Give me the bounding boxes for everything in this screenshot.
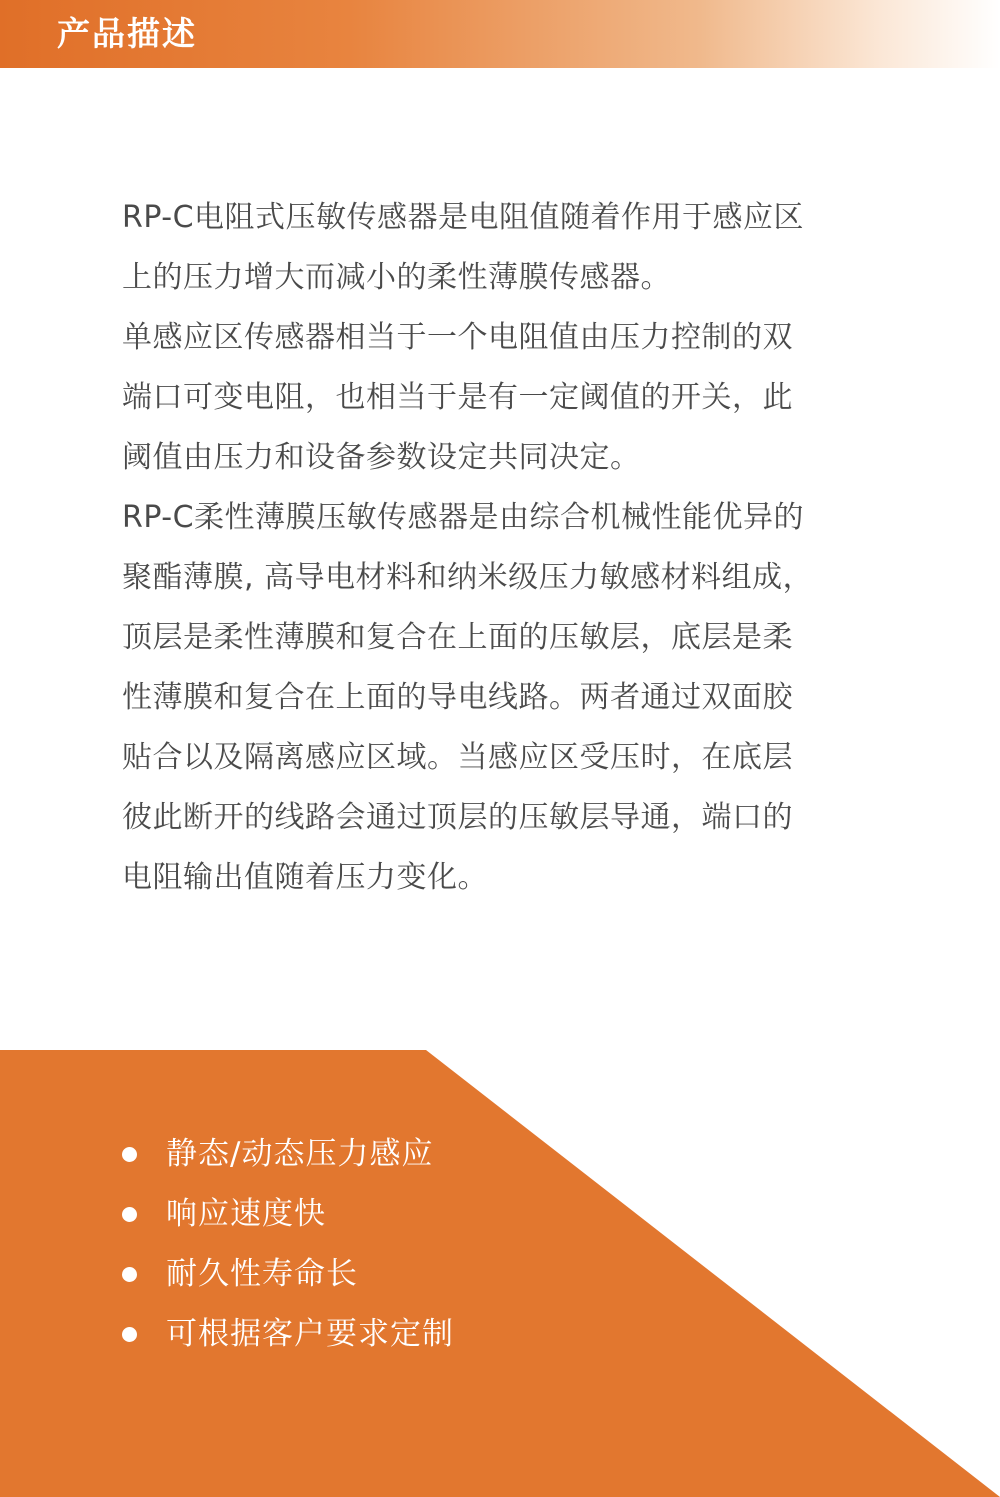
feature-item bbox=[120, 1124, 454, 1184]
description-line: 贴合以及隔离感应区域。当感应区受压时，在底层 bbox=[122, 740, 793, 775]
description-line: RP-C电阻式压敏传感器是电阻值随着作用于感应区 bbox=[122, 200, 805, 235]
description-line: 聚酯薄膜, 高导电材料和纳米级压力敏感材料组成， bbox=[122, 560, 814, 595]
feature-label: 静态/动态压力感应 bbox=[166, 1136, 434, 1172]
description-line: 性薄膜和复合在上面的导电线路。两者通过双面胶 bbox=[122, 680, 793, 715]
feature-item bbox=[120, 1304, 454, 1364]
feature-label: 可根据客户要求定制 bbox=[166, 1316, 454, 1352]
feature-list bbox=[120, 1124, 454, 1364]
description-line: 电阻输出值随着压力变化。 bbox=[122, 860, 488, 895]
description-line: 顶层是柔性薄膜和复合在上面的压敏层，底层是柔 bbox=[122, 620, 793, 655]
bullet-icon bbox=[122, 1327, 137, 1342]
section-title: 产品描述 bbox=[57, 14, 197, 53]
header-bar bbox=[0, 0, 1000, 68]
bullet-icon bbox=[122, 1147, 137, 1162]
feature-label: 耐久性寿命长 bbox=[166, 1256, 358, 1292]
description-line: RP-C柔性薄膜压敏传感器是由综合机械性能优异的 bbox=[122, 500, 805, 535]
description-line: 上的压力增大而减小的柔性薄膜传感器。 bbox=[122, 260, 671, 295]
description-line: 单感应区传感器相当于一个电阻值由压力控制的双 bbox=[122, 320, 793, 355]
feature-item bbox=[120, 1184, 454, 1244]
description-line: 端口可变电阻，也相当于是有一定阈值的开关，此 bbox=[122, 380, 793, 415]
bullet-icon bbox=[122, 1267, 137, 1282]
description-line: 阈值由压力和设备参数设定共同决定。 bbox=[122, 440, 641, 475]
feature-item bbox=[120, 1244, 454, 1304]
bullet-icon bbox=[122, 1207, 137, 1222]
description-line: 彼此断开的线路会通过顶层的压敏层导通，端口的 bbox=[122, 800, 793, 835]
feature-label: 响应速度快 bbox=[166, 1196, 326, 1232]
product-description bbox=[122, 188, 892, 908]
